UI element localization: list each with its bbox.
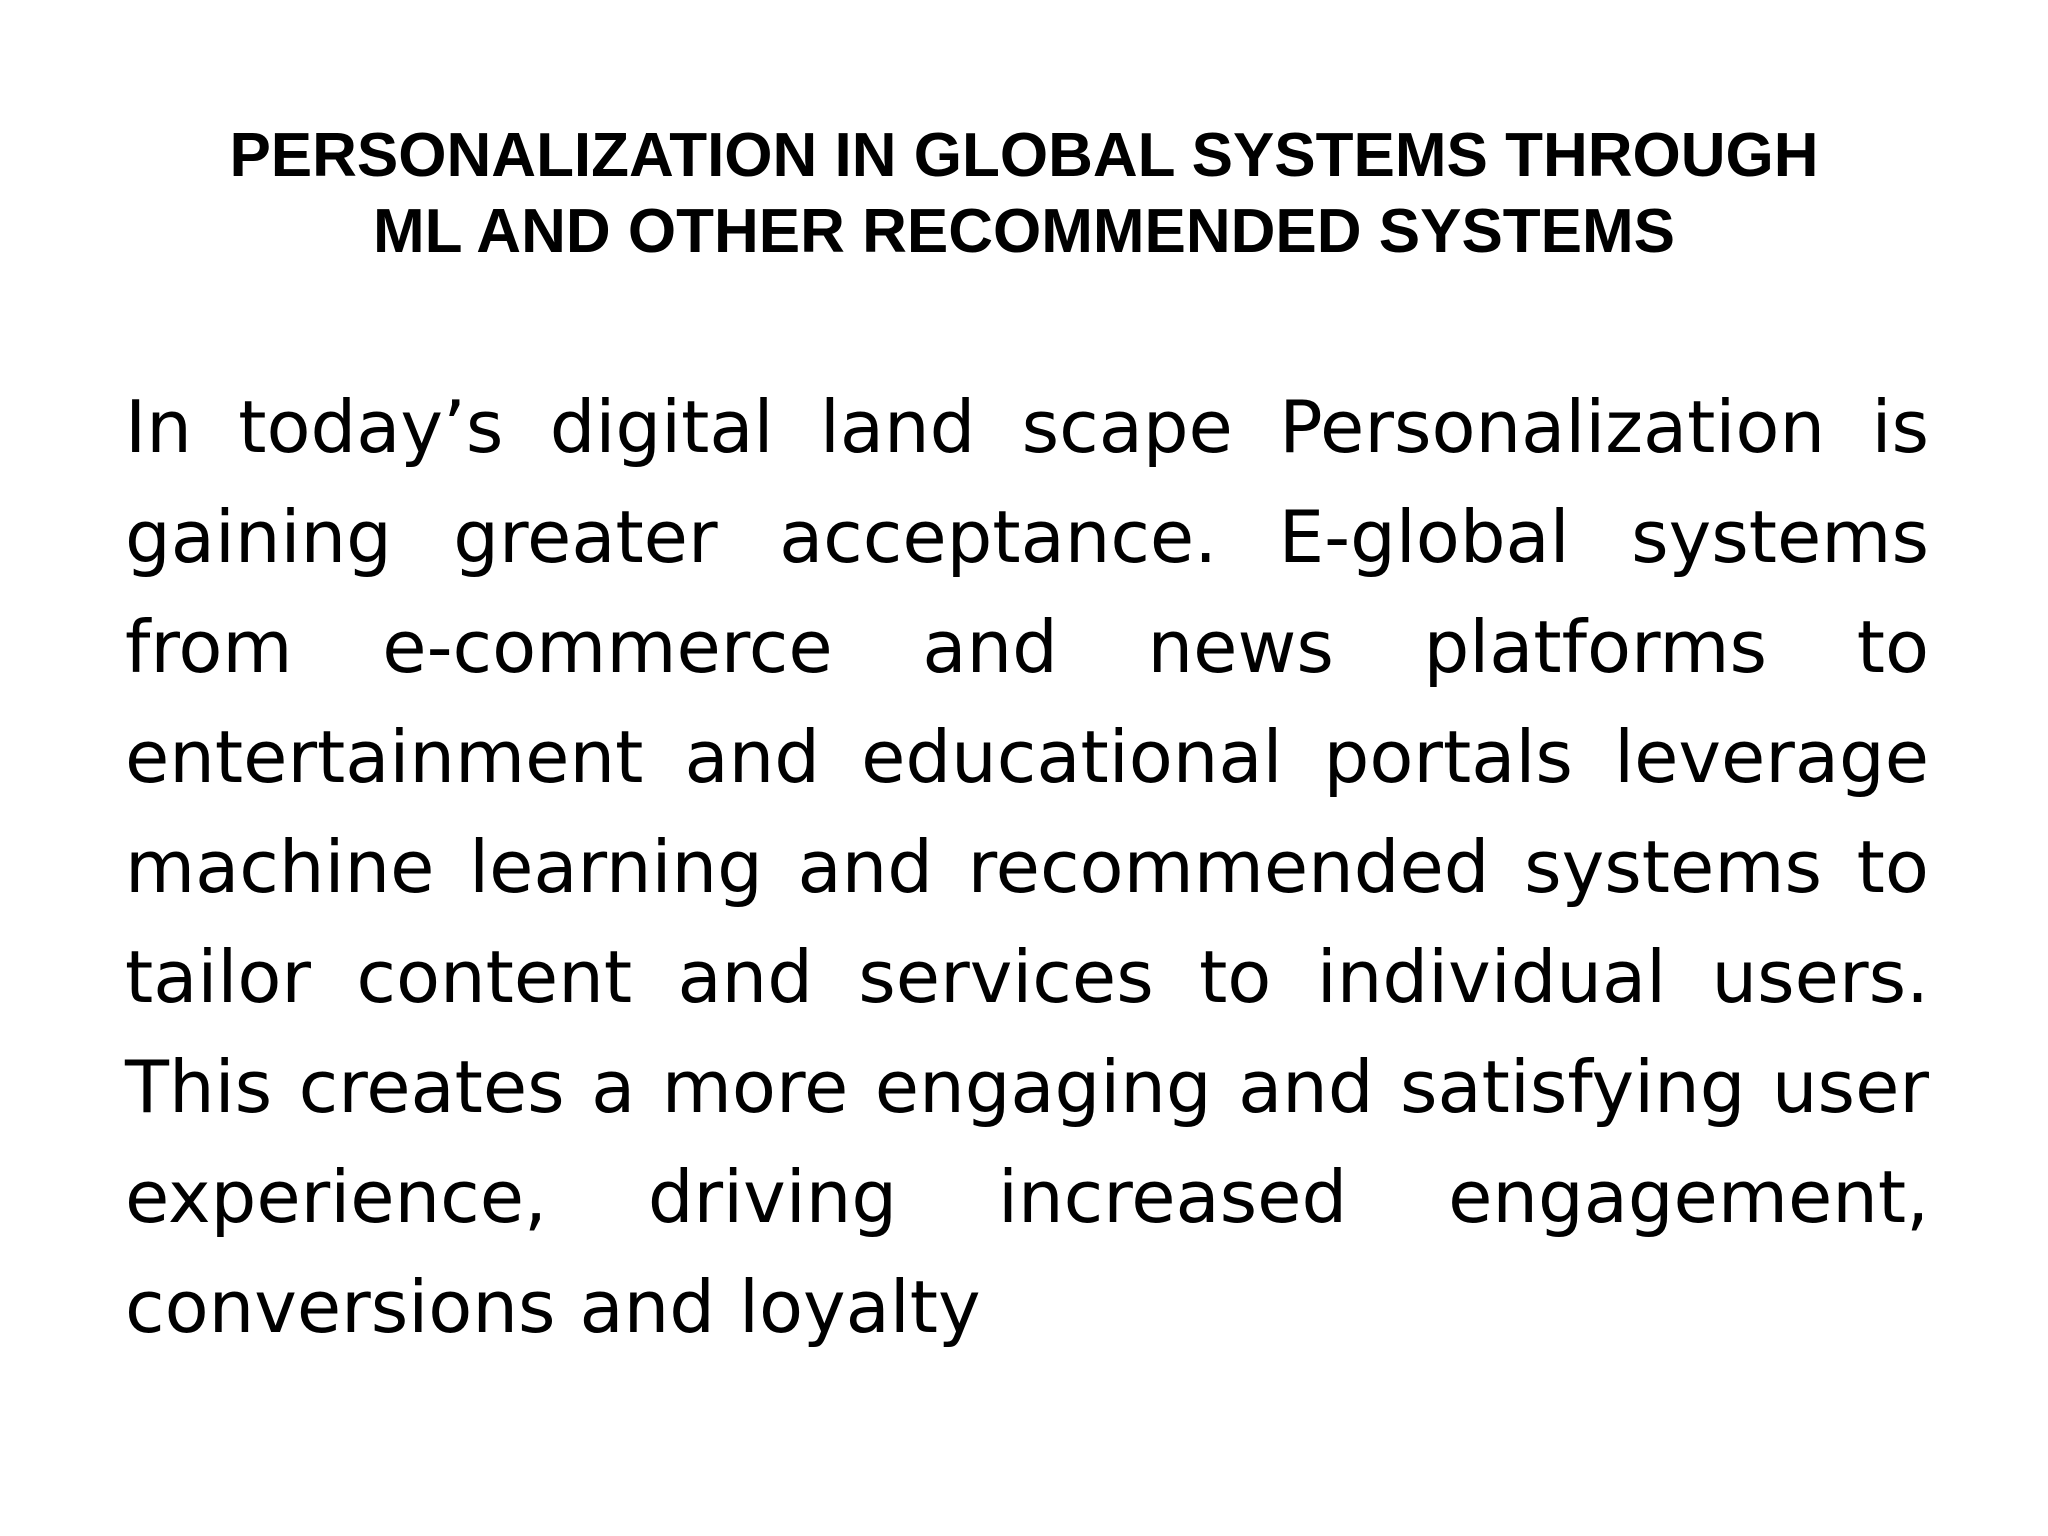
body-line-8 [125,1142,1929,1252]
body-word: content [356,935,633,1019]
body-word: acceptance. [779,495,1218,579]
body-word: user [1771,1045,1929,1129]
body-word: a [591,1045,636,1129]
body-word: leverage [1614,715,1929,799]
body-word: systems [1631,495,1929,579]
body-word: and [677,935,813,1019]
body-word: learning [469,825,763,909]
body-word: loyalty [738,1265,981,1349]
body-line-6 [125,922,1929,1032]
body-word: to [1856,825,1929,909]
body-word: engaging [874,1045,1212,1129]
body-word: entertainment [125,715,644,799]
body-word: today’s [238,385,504,469]
body-word: recommended [967,825,1490,909]
body-word: services [858,935,1154,1019]
body-word: and [1238,1045,1374,1129]
body-word: This [125,1045,273,1129]
body-word: scape [1021,385,1233,469]
body-word: driving [647,1155,898,1239]
body-word: more [661,1045,849,1129]
body-word: machine [125,825,435,909]
slide-title-line-2: ML AND OTHER RECOMMENDED SYSTEMS [372,197,1676,266]
body-word: greater [453,495,718,579]
slide-title [140,118,1908,270]
body-line-4 [125,702,1929,812]
body-line-7 [125,1032,1929,1142]
body-line-9 [125,1252,1929,1362]
body-word: digital [549,385,774,469]
body-line-3 [125,592,1929,702]
body-word: systems [1524,825,1822,909]
body-word: increased [998,1155,1348,1239]
body-word: creates [298,1045,565,1129]
body-line-5 [125,812,1929,922]
body-word: to [1199,935,1272,1019]
body-word: E-global [1278,495,1570,579]
body-word: engagement, [1448,1155,1929,1239]
body-line-1 [125,372,1929,482]
slide-title-line-1: PERSONALIZATION IN GLOBAL SYSTEMS THROUGH [229,121,1819,190]
body-word: users. [1711,935,1929,1019]
body-word: is [1871,385,1929,469]
body-word: individual [1316,935,1667,1019]
body-word: land [819,385,976,469]
body-word: and [684,715,820,799]
body-word: In [125,385,192,469]
body-word: Personalization [1279,385,1826,469]
body-word: and [922,605,1058,689]
body-word: and [797,825,933,909]
body-word: experience, [125,1155,547,1239]
body-word: portals [1323,715,1573,799]
body-word: gaining [125,495,392,579]
body-word: news [1147,605,1334,689]
body-word: and [579,1265,715,1349]
body-word: tailor [125,935,312,1019]
body-word: educational [861,715,1283,799]
body-word: conversions [125,1265,556,1349]
body-line-2 [125,482,1929,592]
body-word: to [1856,605,1929,689]
body-word: satisfying [1400,1045,1746,1129]
body-word: from [125,605,293,689]
body-word: e-commerce [382,605,833,689]
body-word: platforms [1423,605,1768,689]
body-paragraph [125,372,1929,1362]
